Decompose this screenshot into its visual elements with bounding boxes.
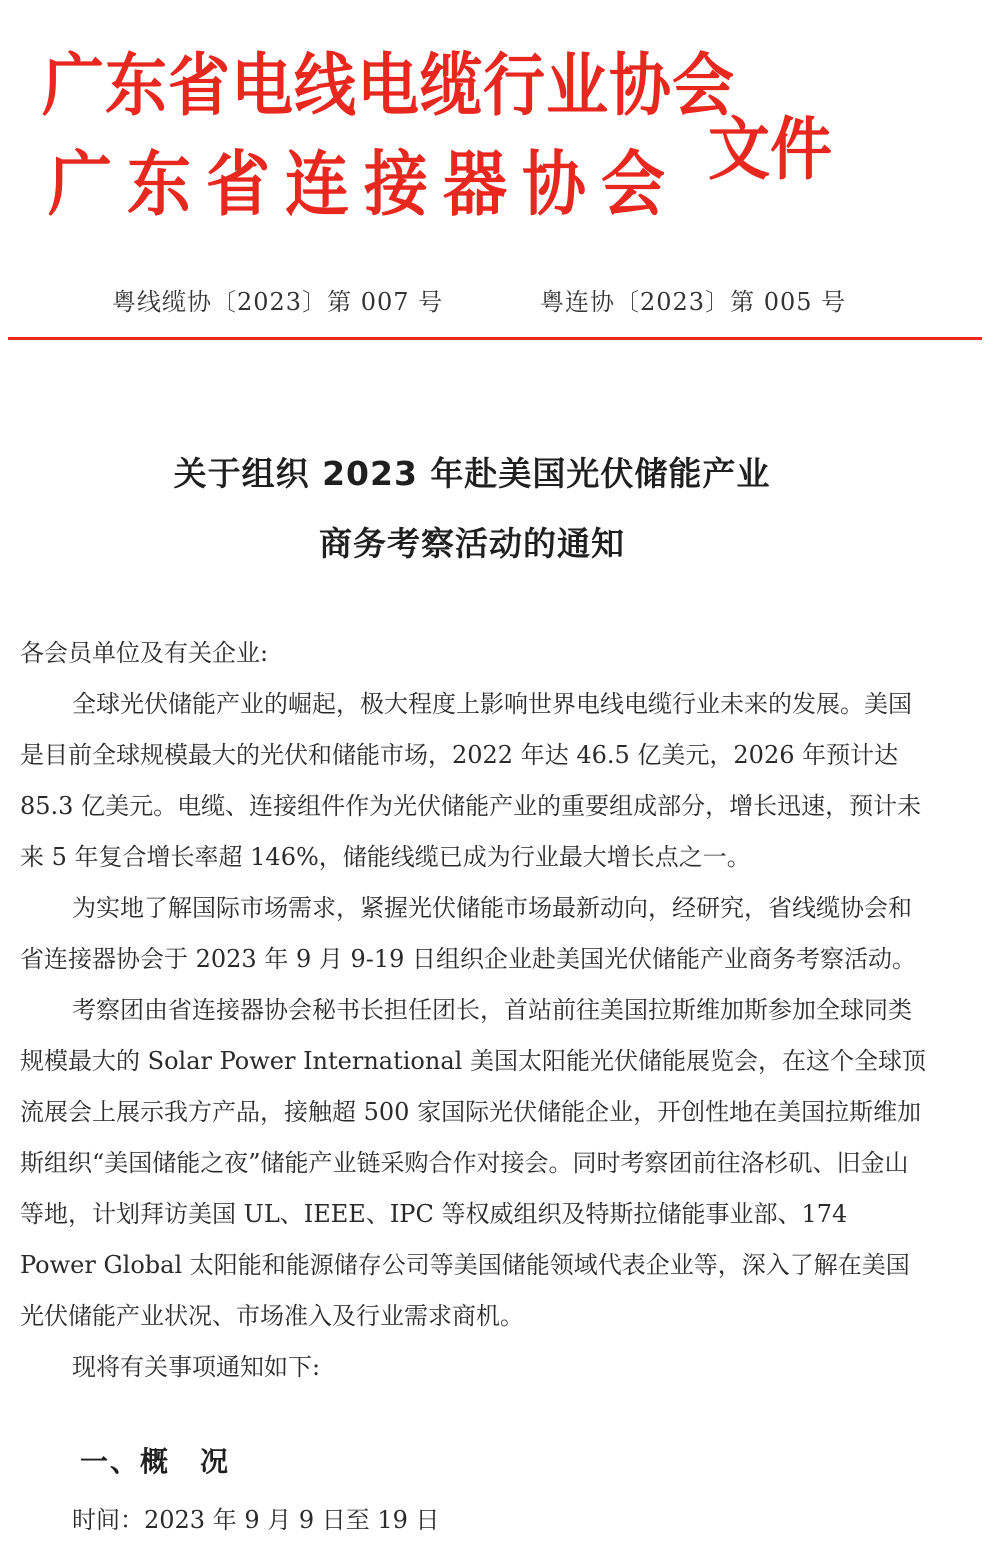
red-divider [8,337,982,340]
org-name-connector-association: 广东省连接器协会 [48,144,680,226]
event-time: 时间：2023 年 9 月 9 日至 19 日 [72,1506,440,1534]
salutation [20,628,926,1393]
notice-title-line-1: 关于组织 2023 年赴美国光伏储能产业 [173,454,771,493]
document-number-connector: 粤连协〔2023〕第 005 号 [540,288,847,316]
body-paragraph-1: 全球光伏储能产业的崛起，极大程度上影响世界电线电缆行业未来的发展。美国是目前全球规模最大的光伏和储能市场，2022 年达 46.5 亿美元，2026 年预计达 85.3 亿美元。电缆、连接组件作为光伏储能产业的重要组成部分，增长迅速，预计未来 5 年复合增长率超 146%，储能线缆已成为行业最大增长点之一。 [20,690,922,871]
salutation-text: 各会员单位及有关企业: [20,639,269,667]
org-name-cable-association: 广东省电线电缆行业协会 [42,45,736,126]
document-number-cable: 粤线缆协〔2023〕第 007 号 [112,288,444,316]
body-paragraph-4: 现将有关事项通知如下: [72,1353,321,1381]
body-paragraph-2: 为实地了解国际市场需求，紧握光伏储能市场最新动向，经研究，省线缆协会和省连接器协会于 2023 年 9 月 9-19 日组织企业赴美国光伏储能产业商务考察活动。 [20,894,917,973]
notice-title-line-2: 商务考察活动的通知 [319,524,625,563]
document-type-label: 文件 [708,109,833,190]
section-heading-overview: 一、概 况 [80,1445,231,1478]
body-paragraph-3: 考察团由省连接器协会秘书长担任团长，首站前往美国拉斯维加斯参加全球同类规模最大的 Solar Power International 美国太阳能光伏储能展览会，在这个全球顶流展会上展示我方产品，接触超 500 家国际光伏储能企业，开创性地在美国拉斯维加斯组织“美国储能之夜”储能产业链采购合作对接会。同时考察团前往洛杉矶、旧金山等地，计划拜访美国 UL、IEEE、IPC 等权威组织及特斯拉储能事业部、174 Power Global 太阳能和能源储存公司等美国储能领域代表企业等，深入了解在美国光伏储能产业状况、市场准入及行业需求商机。 [20,996,926,1330]
